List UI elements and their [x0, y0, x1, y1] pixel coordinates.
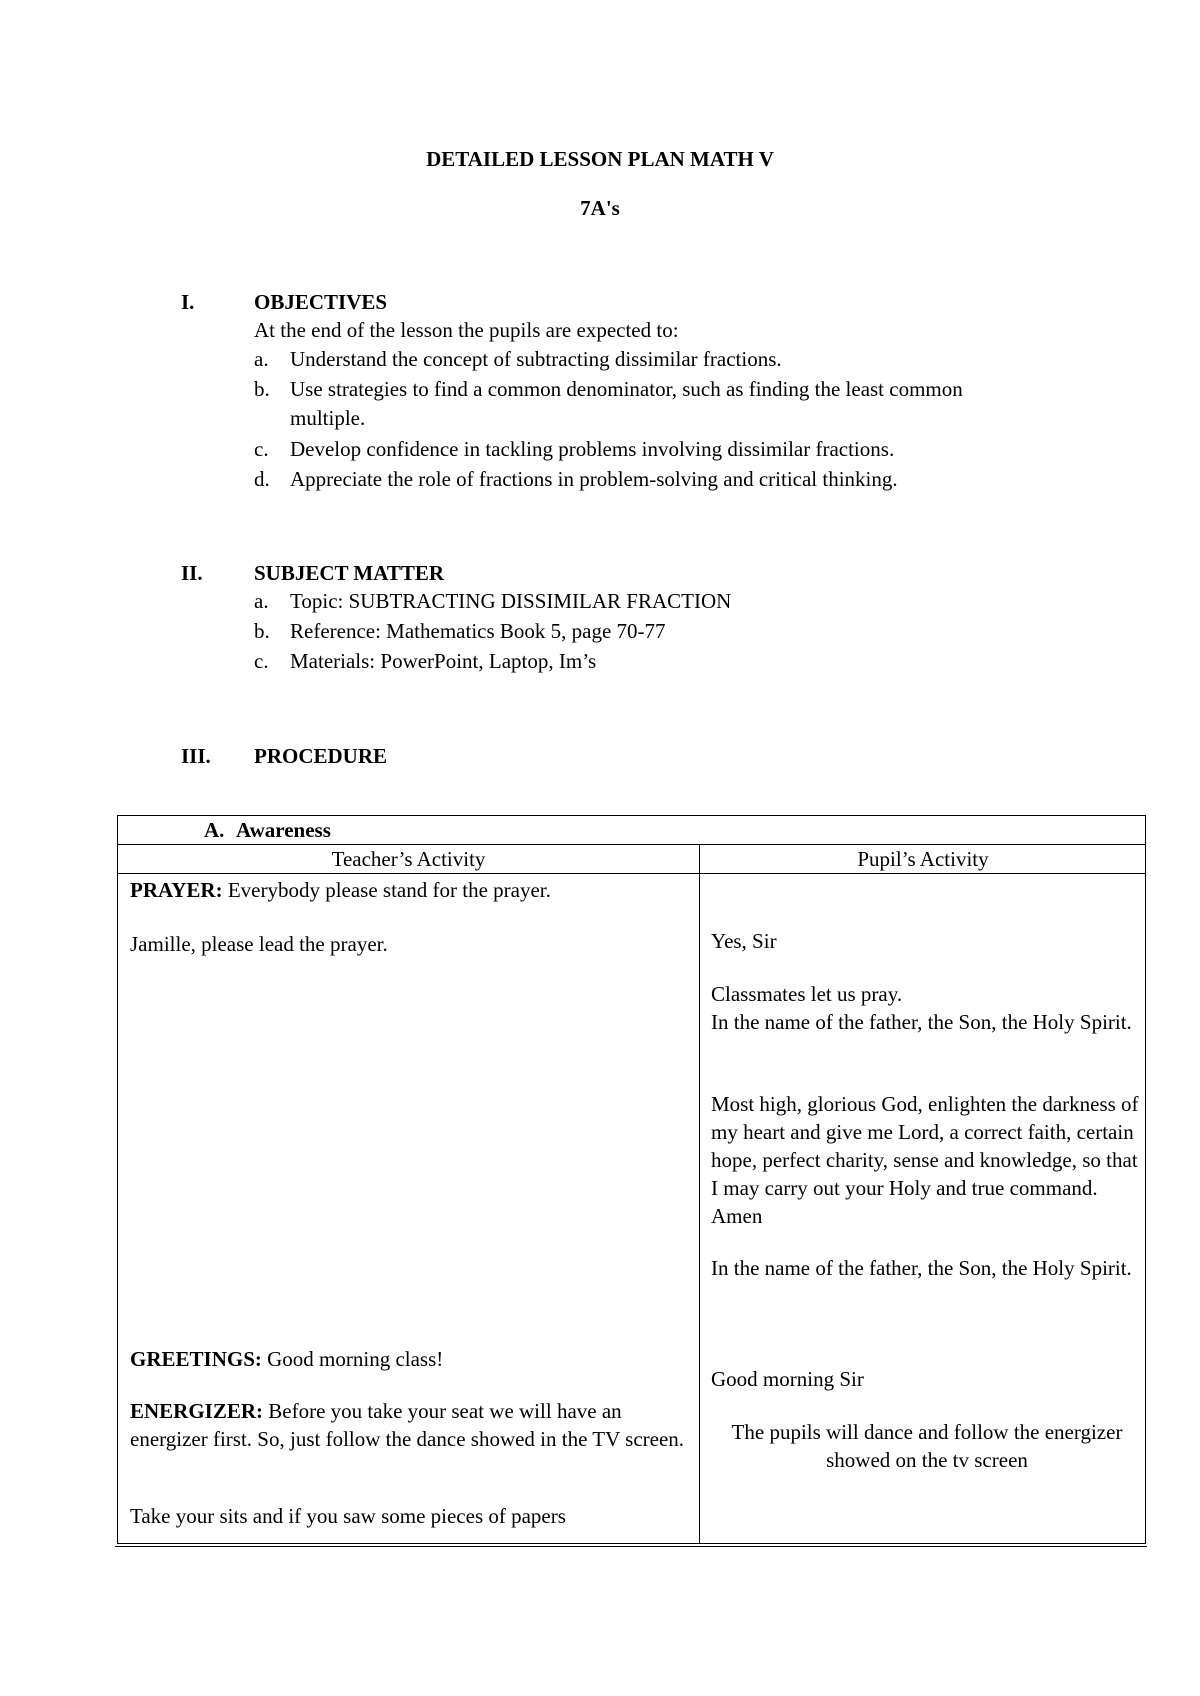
- table-header-row: [118, 845, 1145, 874]
- objectives-intro: At the end of the lesson the pupils are expected to:: [254, 318, 679, 342]
- subject-matter-item: [254, 647, 1014, 676]
- subject-matter-item-label: a.: [254, 589, 269, 613]
- document-subtitle: 7A's: [580, 196, 620, 220]
- pupil-yes-sir: Yes, Sir: [711, 929, 777, 953]
- energizer-label: ENERGIZER:: [130, 1399, 264, 1423]
- pupil-good-morning: Good morning Sir: [711, 1367, 864, 1391]
- objective-item: [254, 465, 1014, 494]
- document-title: DETAILED LESSON PLAN MATH V: [426, 147, 774, 171]
- objective-item-label: c.: [254, 437, 269, 461]
- pupil-prayer: Most high, glorious God, enlighten the darkness of my heart and give me Lord, a correct faith, certain hope, perfect charity, sense and knowledge, so that I may carry out your Holy and true command. Amen: [711, 1092, 1139, 1228]
- objective-item-label: d.: [254, 467, 270, 491]
- greetings-label: GREETINGS:: [130, 1347, 262, 1371]
- energizer-text: Before you take your seat we will have an energizer first. So, just follow the dance showed in the TV screen.: [130, 1399, 685, 1451]
- objective-item-text: Appreciate the role of fractions in problem-solving and critical thinking.: [290, 467, 898, 491]
- objectives-heading: OBJECTIVES: [254, 290, 388, 314]
- subject-matter-item-text: Reference: Mathematics Book 5, page 70-77: [290, 619, 666, 643]
- awareness-letter: A.: [204, 818, 225, 842]
- teacher-energizer: [130, 1397, 692, 1453]
- objective-item-label: a.: [254, 347, 269, 371]
- prayer-label: PRAYER:: [130, 878, 223, 902]
- teacher-prayer: [130, 876, 692, 904]
- awareness-title: Awareness: [236, 818, 331, 842]
- objective-item-text: Use strategies to find a common denominator, such as finding the least common multiple.: [290, 377, 963, 430]
- teacher-lead-prayer: Jamille, please lead the prayer.: [130, 932, 388, 956]
- pupil-sign-of-cross-2: In the name of the father, the Son, the Holy Spirit.: [711, 1256, 1132, 1280]
- awareness-label: [204, 818, 331, 843]
- objectives-number: I.: [181, 290, 195, 314]
- objective-item-text: Understand the concept of subtracting dissimilar fractions.: [290, 347, 782, 371]
- teacher-activity-header: Teacher’s Activity: [331, 847, 486, 871]
- subject-matter-number: II.: [181, 561, 203, 585]
- procedure-number: III.: [181, 744, 211, 768]
- awareness-row: [118, 816, 1145, 845]
- column-divider: [699, 845, 700, 1544]
- subject-matter-item-text: Topic: SUBTRACTING DISSIMILAR FRACTION: [290, 589, 732, 613]
- procedure-table: [117, 815, 1146, 1544]
- objective-item-text: Develop confidence in tackling problems involving dissimilar fractions.: [290, 437, 895, 461]
- pupil-activity-header: Pupil’s Activity: [857, 847, 989, 871]
- subject-matter-item: [254, 587, 1014, 616]
- subject-matter-item-text: Materials: PowerPoint, Laptop, Im’s: [290, 649, 597, 673]
- objective-item: [254, 375, 1014, 433]
- greetings-text: Good morning class!: [261, 1347, 444, 1371]
- pupil-sign-of-cross-1: In the name of the father, the Son, the Holy Spirit.: [711, 1010, 1132, 1034]
- table-bottom-rule: [115, 1546, 1147, 1547]
- subject-matter-item-label: b.: [254, 619, 270, 643]
- subject-matter-item: [254, 617, 1014, 646]
- objective-item: [254, 435, 1014, 464]
- pupil-dance: The pupils will dance and follow the energizer showed on the tv screen: [731, 1420, 1123, 1472]
- objective-item-label: b.: [254, 377, 270, 401]
- subject-matter-heading: SUBJECT MATTER: [254, 561, 445, 585]
- objective-item: [254, 345, 1014, 374]
- procedure-heading: PROCEDURE: [254, 744, 388, 768]
- prayer-text: Everybody please stand for the prayer.: [222, 878, 551, 902]
- teacher-greetings: [130, 1345, 692, 1373]
- subject-matter-item-label: c.: [254, 649, 269, 673]
- pupil-classmates: Classmates let us pray.: [711, 982, 903, 1006]
- teacher-take-sits: Take your sits and if you saw some pieces of papers: [130, 1504, 566, 1528]
